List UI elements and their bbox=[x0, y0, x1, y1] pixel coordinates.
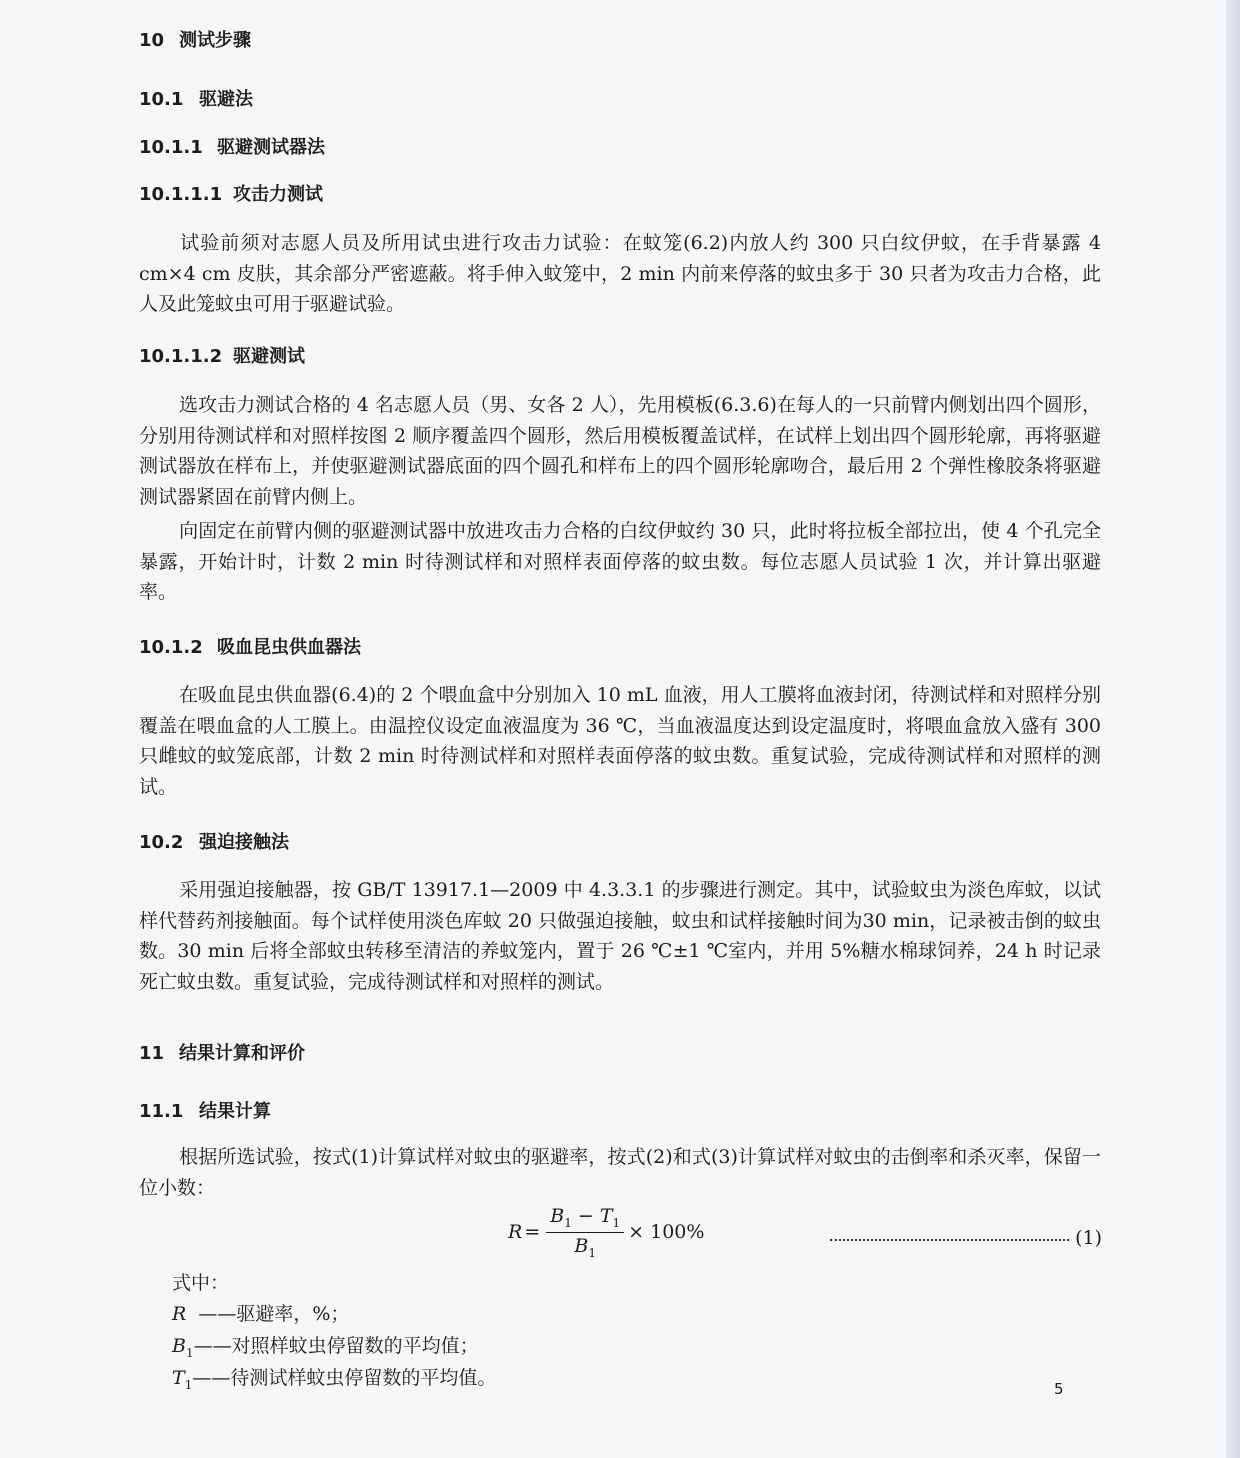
section-title: 测试步骤 bbox=[179, 30, 251, 51]
where-item-r bbox=[172, 1299, 349, 1326]
section-title: 攻击力测试 bbox=[233, 184, 323, 205]
paragraph-text: 采用强迫接触器，按 GB/T 13917.1—2009 中 4.3.3.1 的步骤进行测定。其中，试验蚊虫为淡色库蚊，以试样代替药剂接触面。每个试样使用淡色库蚊 20 只做强迫接触，蚊虫和试样接触时间为30 min，记录被击倒的蚊虫数。30 min 后将全部蚊虫转移至清洁的养蚊笼内，置于 26 ℃±1 ℃室内，并用 5%糖水棉球饲养，24 h 时记录死亡蚊虫数。重复试验，完成待测试样和对照样的测试。 bbox=[139, 879, 1101, 993]
symbol-t: T bbox=[172, 1367, 185, 1389]
heading-10-1-1-1 bbox=[139, 180, 323, 206]
section-number: 11.1 bbox=[139, 1101, 184, 1122]
section-number: 10.1.1.2 bbox=[139, 346, 223, 367]
numerator-t-sub: 1 bbox=[612, 1215, 621, 1230]
numerator-t: T bbox=[599, 1205, 613, 1227]
section-title: 驱避法 bbox=[199, 89, 253, 110]
formula-numerator bbox=[546, 1205, 624, 1233]
formula-equals: = bbox=[524, 1221, 541, 1244]
denominator-b-sub: 1 bbox=[588, 1245, 596, 1260]
heading-10-1-2 bbox=[139, 633, 361, 659]
symbol-b: B bbox=[172, 1335, 186, 1357]
leader-dots bbox=[830, 1239, 1069, 1241]
section-number: 10.1.2 bbox=[139, 637, 203, 658]
heading-11-1 bbox=[139, 1097, 271, 1123]
paragraph-attack-test bbox=[139, 228, 1101, 320]
symbol-t-sub: 1 bbox=[184, 1377, 193, 1392]
formula-fraction bbox=[546, 1205, 624, 1260]
formula-lhs: R bbox=[508, 1221, 523, 1244]
where-item-t1 bbox=[172, 1363, 496, 1392]
paragraph-repel-1 bbox=[139, 390, 1101, 512]
paragraph-text: 在吸血昆虫供血器(6.4)的 2 个喂血盒中分别加入 10 mL 血液，用人工膜将血液封闭，待测试样和对照样分别覆盖在喂血盒的人工膜上。由温控仪设定血液温度为 36 ℃，当血液温度达到设定温度时，将喂血盒放入盛有 300 只雌蚊的蚊笼底部，计数 2 min 时待测试样和对照样表面停落的蚊虫数。重复试验，完成待测试样和对照样的测试。 bbox=[139, 684, 1101, 798]
equation-number-label: (1) bbox=[1075, 1227, 1102, 1249]
section-number: 11 bbox=[139, 1043, 165, 1064]
numerator-b: B bbox=[550, 1205, 565, 1227]
paragraph-calculation bbox=[139, 1142, 1101, 1203]
page-number: 5 bbox=[1054, 1380, 1064, 1398]
paragraph-repel-2 bbox=[139, 516, 1101, 608]
section-title: 吸血昆虫供血器法 bbox=[217, 637, 361, 658]
heading-10-2 bbox=[139, 828, 289, 854]
formula-denominator bbox=[574, 1233, 596, 1260]
section-title: 强迫接触法 bbox=[199, 832, 289, 853]
symbol-r-desc: ——驱避率，%； bbox=[198, 1303, 350, 1325]
heading-10-1-1-2 bbox=[139, 342, 305, 368]
paragraph-text: 根据所选试验，按式(1)计算试样对蚊虫的驱避率，按式(2)和式(3)计算试样对蚊虫的击倒率和杀灭率，保留一位小数： bbox=[139, 1146, 1101, 1199]
section-number: 10.2 bbox=[139, 832, 184, 853]
heading-10-1 bbox=[139, 85, 253, 111]
numerator-minus: − bbox=[571, 1205, 600, 1227]
section-number: 10.1.1.1 bbox=[139, 184, 223, 205]
symbol-b-desc: ——对照样蚊虫停留数的平均值； bbox=[193, 1335, 479, 1357]
section-number: 10 bbox=[139, 30, 165, 51]
equation-number bbox=[830, 1227, 1102, 1249]
symbol-b-sub: 1 bbox=[185, 1345, 194, 1360]
numerator-b-sub: 1 bbox=[564, 1215, 572, 1230]
paragraph-forced-contact bbox=[139, 875, 1101, 997]
symbol-r: R bbox=[172, 1303, 187, 1325]
section-number: 10.1.1 bbox=[139, 137, 203, 158]
heading-10 bbox=[139, 26, 251, 52]
section-title: 驱避测试器法 bbox=[217, 137, 325, 158]
denominator-b: B bbox=[574, 1234, 589, 1257]
formula-repel-rate bbox=[508, 1205, 704, 1260]
formula-times-100: × 100% bbox=[628, 1221, 705, 1244]
where-item-b1 bbox=[172, 1331, 479, 1360]
symbol-t-desc: ——待测试样蚊虫停留数的平均值。 bbox=[192, 1367, 497, 1389]
scan-edge bbox=[1226, 0, 1240, 1458]
heading-10-1-1 bbox=[139, 133, 325, 159]
paragraph-text: 选攻击力测试合格的 4 名志愿人员（男、女各 2 人），先用模板(6.3.6)在每人的一只前臂内侧划出四个圆形，分别用待测试样和对照样按图 2 顺序覆盖四个圆形，然后用模板覆盖试样，在试样上划出四个圆形轮廓，再将驱避测试器放在样布上，并使驱避测试器底面的四个圆孔和样布上的四个圆形轮廓吻合，最后用 2 个弹性橡胶条将驱避测试器紧固在前臂内侧上。 bbox=[139, 394, 1101, 508]
paragraph-text: 试验前须对志愿人员及所用试虫进行攻击力试验：在蚊笼(6.2)内放人约 300 只白纹伊蚊，在手背暴露 4 cm×4 cm 皮肤，其余部分严密遮蔽。将手伸入蚊笼中，2 min 内前来停落的蚊虫多于 30 只者为攻击力合格，此人及此笼蚊虫可用于驱避试验。 bbox=[139, 232, 1101, 315]
paragraph-blood-feeder bbox=[139, 680, 1101, 802]
section-number: 10.1 bbox=[139, 89, 184, 110]
paragraph-text: 向固定在前臂内侧的驱避测试器中放进攻击力合格的白纹伊蚊约 30 只，此时将拉板全部拉出，使 4 个孔完全暴露，开始计时，计数 2 min 时待测试样和对照样表面停落的蚊虫数。每位志愿人员试验 1 次，并计算出驱避率。 bbox=[139, 520, 1101, 603]
heading-11 bbox=[139, 1039, 305, 1065]
where-label: 式中： bbox=[172, 1272, 230, 1294]
section-title: 驱避测试 bbox=[233, 346, 305, 367]
section-title: 结果计算和评价 bbox=[179, 1043, 305, 1064]
section-title: 结果计算 bbox=[199, 1101, 271, 1122]
